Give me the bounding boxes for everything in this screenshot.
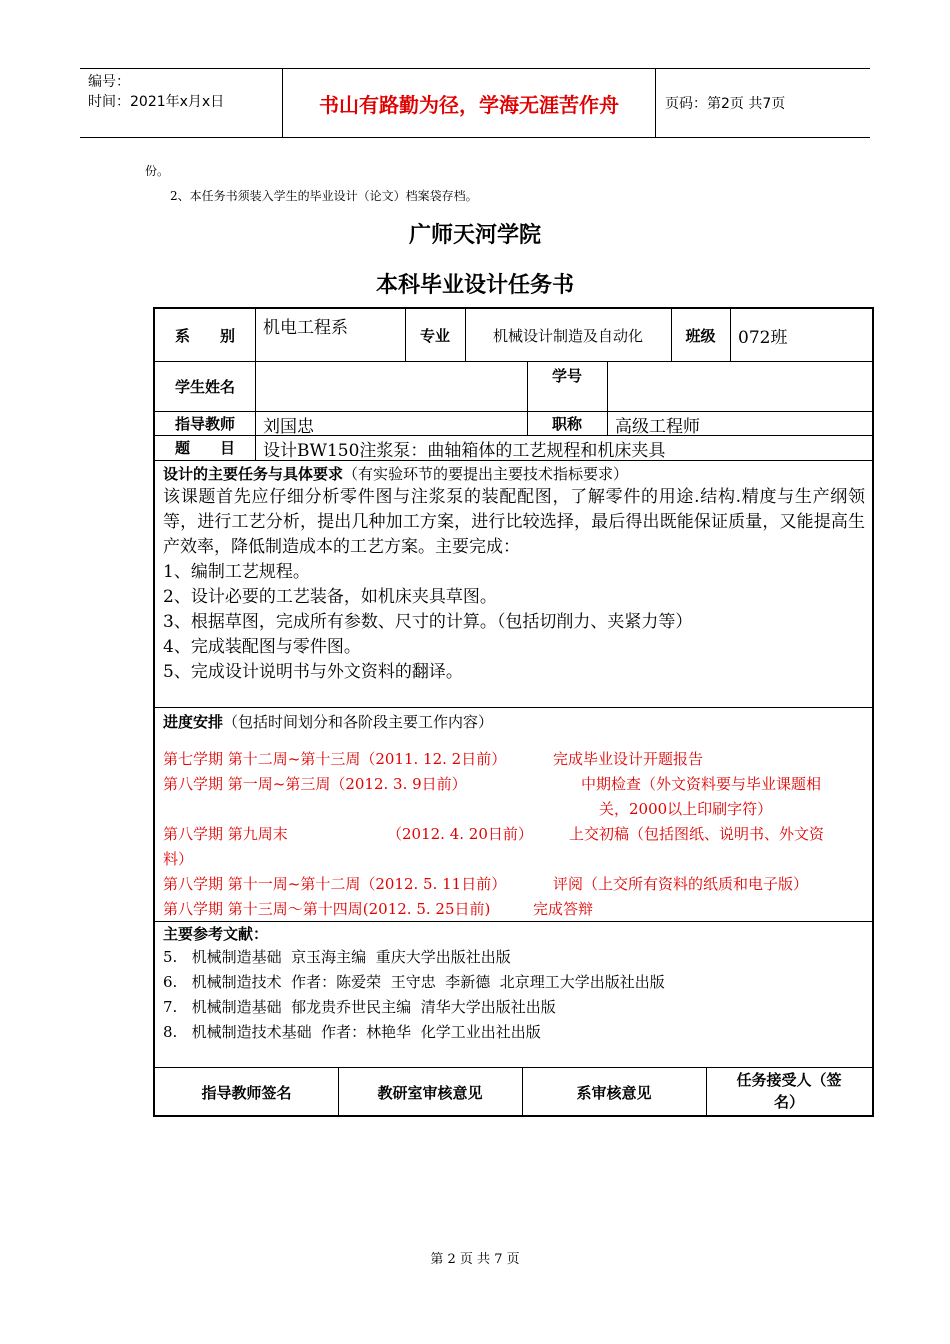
schedule-row-task-cont: 关，2000以上印刷字符）: [599, 800, 773, 818]
schedule-row-period: 第八学期 第十一周~第十二周（2012. 5. 11日前）: [163, 875, 507, 893]
teacher-signature-label: 指导教师签名: [201, 1083, 292, 1102]
page-header: [80, 68, 870, 138]
schedule-row-task: 完成答辩: [533, 900, 594, 918]
schedule-row-task: 中期检查（外文资料要与毕业课题相: [581, 775, 822, 793]
student-id-label: 学号: [551, 367, 582, 385]
dept-label: 系 别: [174, 326, 235, 345]
schedule-row-period: 第八学期 第一周~第三周（2012. 3. 9日前）: [163, 775, 467, 793]
tasks-paragraph: 该课题首先应仔细分析零件图与注浆泵的装配配图，了解零件的用途.结构.精度与生产纲领等，进行工艺分析，提出几种加工方案，进行比较选择，最后得出既能保证质量，又能提高生产效率，降低制造成本的工艺方案。主要完成：: [163, 487, 865, 557]
document-title: 本科毕业设计任务书: [375, 273, 574, 298]
major-label: 专业: [419, 326, 450, 345]
student-label: 学生姓名: [174, 377, 235, 396]
task-item: 3、根据草图，完成所有参数、尺寸的计算。（包括切削力、夹紧力等）: [163, 612, 693, 632]
reference-item: 5. 机械制造基础 京玉海主编 重庆大学出版社出版: [163, 948, 511, 966]
header-meta: [80, 69, 280, 137]
dept-value: 机电工程系: [263, 318, 348, 338]
references-section: [163, 923, 865, 1045]
dept-review-label: 系审核意见: [576, 1083, 652, 1102]
number-label: 编号：: [88, 74, 130, 90]
reference-item: 7. 机械制造基础 郁龙贵乔世民主编 清华大学出版社出版: [163, 998, 556, 1016]
office-review-label: 教研室审核意见: [377, 1083, 483, 1102]
teacher-label: 指导教师: [174, 414, 235, 433]
schedule-row-task: 评阅（上交所有资料的纸质和电子版）: [553, 875, 809, 893]
school-title: 广师天河学院: [408, 223, 541, 248]
rank-value: 高级工程师: [615, 417, 700, 437]
rank-label: 职称: [551, 414, 582, 433]
schedule-row-period: 第八学期 第十三周～第十四周(2012. 5. 25日前): [163, 900, 491, 918]
schedule-row-period: 第八学期 第九周末: [163, 825, 288, 843]
receiver-signature-label: [706, 1069, 872, 1113]
major-value: 机械设计制造及自动化: [492, 326, 643, 345]
time-label: 时间：2021年x月x日: [88, 94, 225, 110]
motto: 书山有路勤为径，学海无涯苦作舟: [282, 69, 656, 137]
topic-value: 设计BW150注浆泵：曲轴箱体的工艺规程和机床夹具: [263, 441, 666, 461]
task-item: 2、设计必要的工艺装备，如机床夹具草图。: [163, 587, 497, 607]
schedule-row-task: 完成毕业设计开题报告: [553, 750, 704, 768]
reference-item: 8. 机械制造技术基础 作者：林艳华 化学工业出社出版: [163, 1023, 541, 1041]
note-line-2: 2、本任务书须装入学生的毕业设计（论文）档案袋存档。: [170, 189, 478, 203]
task-item: 5、完成设计说明书与外文资料的翻译。: [163, 662, 463, 682]
schedule-row-date: （2012. 4. 20日前）: [387, 825, 533, 843]
receiver-label-line1: 任务接受人（签: [736, 1071, 842, 1089]
note-line-1: 份。: [145, 164, 170, 178]
schedule-section: [163, 711, 865, 732]
task-item: 1、编制工艺规程。: [163, 562, 310, 582]
receiver-label-line2: 名）: [773, 1093, 804, 1111]
schedule-row-period: 第七学期 第十二周~第十三周（2011. 12. 2日前）: [163, 750, 507, 768]
class-label: 班级: [685, 326, 716, 345]
teacher-value: 刘国忠: [263, 417, 314, 437]
schedule-row-task: 上交初稿（包括图纸、说明书、外文资: [569, 825, 825, 843]
references-heading: 主要参考文献：: [163, 925, 269, 943]
schedule-row-task-cont: 料）: [163, 850, 194, 868]
task-form: [153, 307, 874, 1117]
page-footer: 第 2 页 共 7 页: [430, 1252, 520, 1267]
page-indicator: 页码：第2页 共7页: [665, 96, 786, 112]
task-item: 4、完成装配图与零件图。: [163, 637, 361, 657]
class-value: 072班: [738, 327, 788, 348]
reference-item: 6. 机械制造技术 作者：陈爱荣 王守忠 李新德 北京理工大学出版社出版: [163, 973, 665, 991]
topic-label: 题 目: [174, 439, 235, 457]
tasks-heading-note: （有实验环节的要提出主要技术指标要求）: [343, 465, 629, 483]
schedule-heading-note: （包括时间划分和各阶段主要工作内容）: [223, 713, 494, 731]
tasks-section: [163, 463, 865, 685]
tasks-heading: 设计的主要任务与具体要求: [163, 465, 344, 483]
schedule-heading: 进度安排: [163, 713, 224, 731]
